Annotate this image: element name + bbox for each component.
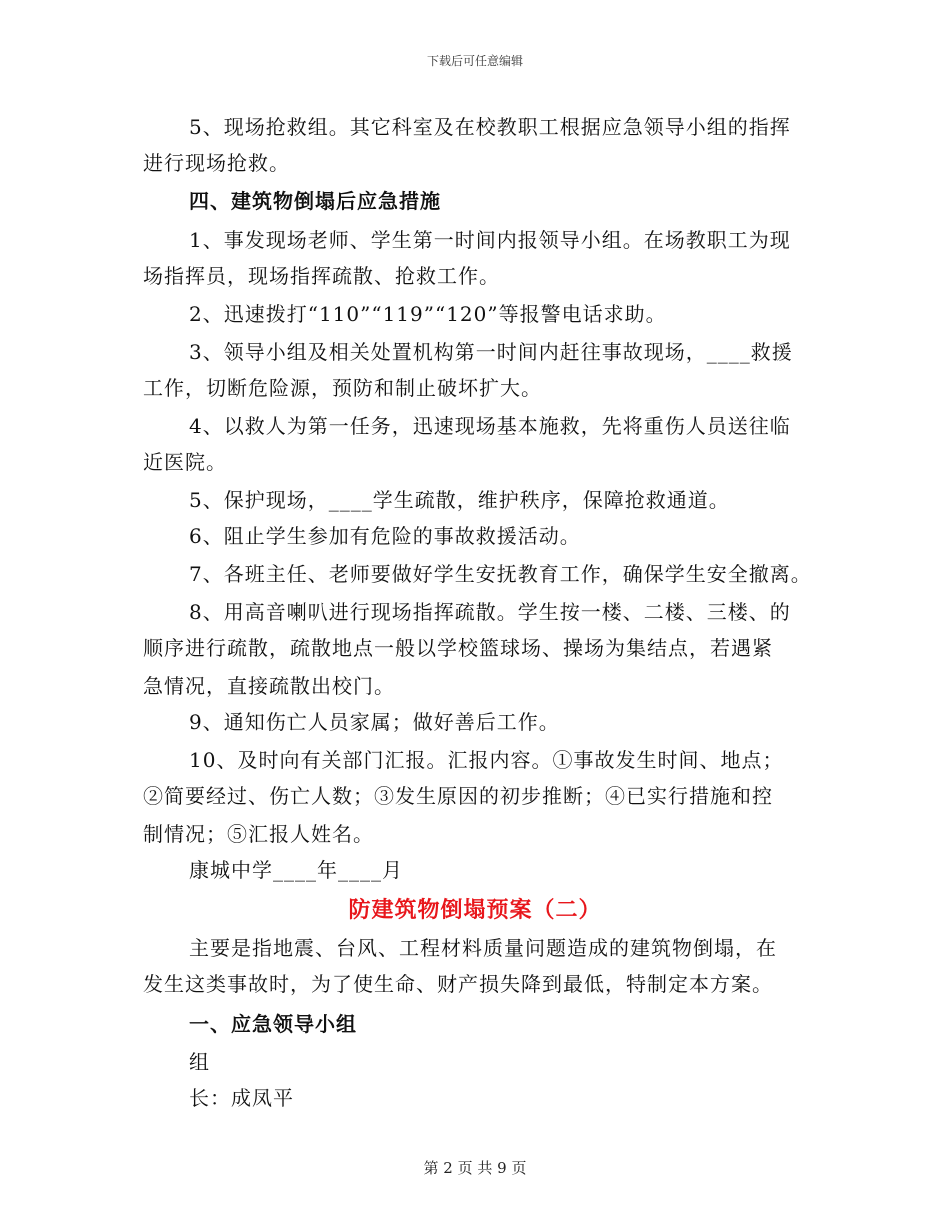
- section-heading: 一、应急领导小组: [189, 1012, 357, 1036]
- text-line: 顺序进行疏散，疏散地点一般以学校篮球场、操场为集结点，若遇紧: [143, 636, 773, 660]
- text-line: ②简要经过、伤亡人数；③发生原因的初步推断；④已实行措施和控: [143, 784, 773, 808]
- text-line: 3、领导小组及相关处置机构第一时间内赶往事故现场，____救援: [189, 340, 793, 364]
- text-line: 4、以救人为第一任务，迅速现场基本施救，先将重伤人员送往临: [189, 414, 791, 438]
- text-line: 9、通知伤亡人员家属；做好善后工作。: [189, 710, 560, 734]
- text-line: 8、用高音喇叭进行现场指挥疏散。学生按一楼、二楼、三楼、的: [189, 600, 791, 624]
- text-line: 场指挥员，现场指挥疏散、抢救工作。: [143, 264, 500, 288]
- text-line: 进行现场抢救。: [143, 151, 290, 175]
- text-line: 长：成凤平: [189, 1086, 294, 1110]
- text-line: 主要是指地震、台风、工程材料质量问题造成的建筑物倒塌，在: [189, 936, 777, 960]
- text-line: 组: [189, 1050, 210, 1074]
- text-line: 10、及时向有关部门汇报。汇报内容。①事故发生时间、地点；: [189, 748, 784, 772]
- text-line: 5、保护现场，____学生疏散，维护秩序，保障抢救通道。: [189, 488, 730, 512]
- page-header: 下载后可任意编辑: [426, 54, 523, 68]
- text-line: 制情况；⑤汇报人姓名。: [143, 822, 374, 846]
- text-line: 近医院。: [143, 450, 227, 474]
- text-line: 急情况，直接疏散出校门。: [143, 674, 395, 698]
- section-heading: 四、建筑物倒塌后应急措施: [189, 189, 441, 213]
- text-line: 2、迅速拨打“110”“119”“120”等报警电话求助。: [189, 302, 667, 326]
- page-footer: 第 2 页 共 9 页: [423, 1159, 527, 1177]
- text-line: 5、现场抢救组。其它科室及在校教职工根据应急领导小组的指挥: [189, 115, 791, 139]
- text-line: 工作，切断危险源，预防和制止破坏扩大。: [143, 376, 542, 400]
- section-title: 防建筑物倒塌预案（二）: [348, 897, 602, 923]
- text-line: 7、各班主任、老师要做好学生安抚教育工作，确保学生安全撤离。: [189, 562, 812, 586]
- text-line: 康城中学____年____月: [189, 858, 403, 882]
- text-line: 1、事发现场老师、学生第一时间内报领导小组。在场教职工为现: [189, 228, 791, 252]
- text-line: 发生这类事故时，为了使生命、财产损失降到最低，特制定本方案。: [143, 972, 773, 996]
- text-line: 6、阻止学生参加有危险的事故救援活动。: [189, 524, 581, 548]
